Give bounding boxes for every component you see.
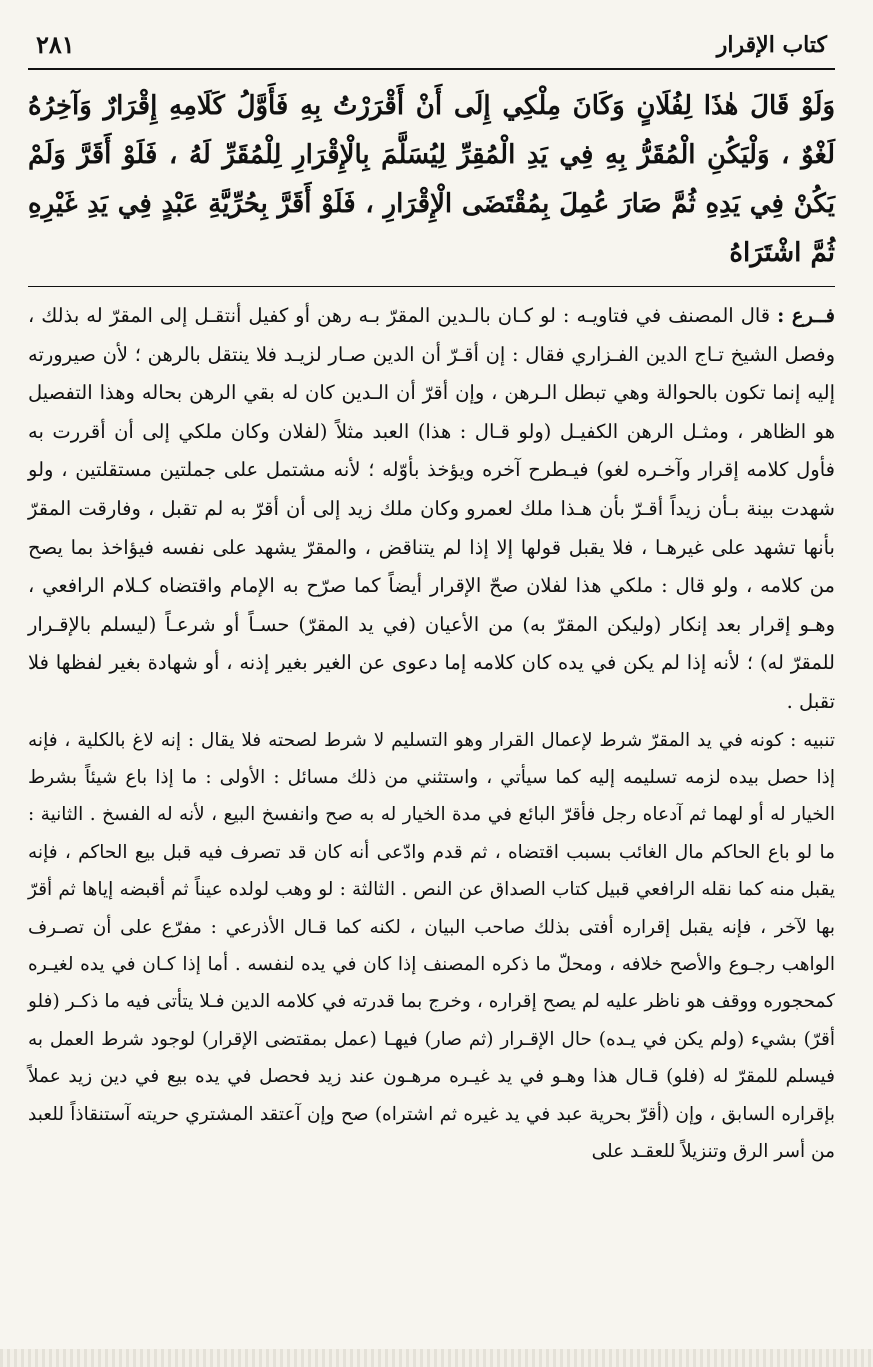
- page-number: ٢٨١: [36, 30, 75, 59]
- commentary-text: قال المصنف في فتاويـه : لو كـان بالـدين المقرّ بـه رهن أو كفيل أنتقـل إلى المقرّ له بذلك ، وفصل الشيخ تـاج الدين الفـزاري فقال : إن أقـرّ أن الدين صـار لزيـد فلا ينتقل بالرهن ؛ لأن صيرورته إليه إنما تكون بالحوالة وهي تبطل الـرهن ، وإن أقرّ أن الـدين كان له بقي الرهن بحاله وهذا التفصيل هو الظاهر ، ومثـل الرهن الكفيـل (ولو قـال : هذا) العبد مثلاً (لفلان وكان ملكي إلى أن أقررت به فأول كلامه إقرار وآخـره لغو) فيـطرح آخره ويؤخذ بأوّله ؛ لأنه مشتمل على جملتين مستقلتين ، ولو شهدت بينة بـأن زيداً أقـرّ بأن هـذا ملك لعمرو وكان ملك زيد إلى أن أقرّ به لم تقبل ، وفارقت المقرّ بأنها تشهد على غيرهـا ، فلا يقبل قولها إلا إذا لم يتناقض ، والمقرّ يشهد على نفسه فيؤاخذ بما يصح من كلامه ، ولو قال : ملكي هذا لفلان صحّ الإقرار أيضاً كما صرّح به الإمام واقتضاه كـلام الرافعي ، وهـو إقرار بعد إنكار (وليكن المقرّ به) من الأعيان (في يد المقرّ) حسـاً أو شرعـاً (ليسلم بالإقـرار للمقرّ له) ؛ لأنه إذا لم يكن في يده كان كلامه إما دعوى عن الغير بغير إذنه ، أو شهادة بغير لفظها فلا تقبل .: [28, 304, 835, 713]
- matn-paragraph: وَلَوْ قَالَ هٰذَا لِفُلَانٍ وَكَانَ مِلْكِي إِلَى أَنْ أَقْرَرْتُ بِهِ فَأَوَّلُ كَلَامِهِ إِقْرَارٌ وَآخِرُهُ لَغْوٌ ، وَلْيَكُنِ الْمُقَرُّ بِهِ فِي يَدِ الْمُقِرِّ لِيُسَلَّمَ بِالْإِقْرَارِ لِلْمُقَرِّ لَهُ ، فَلَوْ أَقَرَّ وَلَمْ يَكُنْ فِي يَدِهِ ثُمَّ صَارَ عُمِلَ بِمُقْتَضَى الْإِقْرَارِ ، فَلَوْ أَقَرَّ بِحُرِّيَّةِ عَبْدٍ فِي يَدِ غَيْرِهِ ثُمَّ اشْتَرَاهُ: [28, 91, 835, 268]
- book-title: كتاب الإقرار: [716, 32, 827, 58]
- page-bottom-edge: [0, 1349, 873, 1367]
- commentary-paragraph: [28, 297, 835, 722]
- commentary-block: [28, 297, 835, 722]
- note-paragraph: تنبيه : كونه في يد المقرّ شرط لإعمال القرار وهو التسليم لا شرط لصحته فلا يقال : إنه لاغ بالكلية ، فإنه إذا حصل بيده لزمه تسليمه إليه كما سيأتي ، واستثني من ذلك مسائل : الأولى : ما إذا باع شيئاً بشرط الخيار له أو لهما ثم آدعاه رجل فأقرّ البائع في مدة الخيار له به صح وانفسخ البيع ، لأنه له الفسخ . الثانية : ما لو باع الحاكم مال الغائب بسبب اقتضاه ، ثم قدم وادّعى أنه كان قد تصرف فيه قبل بيع الحاكم ، فإنه يقبل منه كما نقله الرافعي قبيل كتاب الصداق عن النص . الثالثة : لو وهب لولده عيناً ثم أقبضه إياها ثم أقرّ بها لآخر ، فإنه يقبل إقراره أفتى بذلك صاحب البيان ، لكنه كما قـال الأذرعي : مفرّع على أن تصـرف الواهب رجـوع والأصح خلافه ، ومحلّ ما ذكره المصنف إذا كان في يده لنفسه . أما إذا كـان في يده لغيـره كمحجوره ووقف هو ناظر عليه لم يصح إقراره ، وخرج بما قدرته في كلامه الدين فـلا يتأتى فيه ما ذكـر (فلو أقرّ) بشيء (ولم يكن في يـده) حال الإقـرار (ثم صار) فيهـا (عمل بمقتضى الإقرار) لوجود شرط العمل به فيسلم للمقرّ له (فلو) قـال هذا وهـو في يد غيـره مرهـون عند زيد فحصل في يده بيع في دين زيد عملاً بإقراره السابق ، وإن (أقرّ بحرية عبد في يد غيره ثم اشتراه) صح وإن آعتقد المشتري حريته آستنقاذاً للعبد من أسر الرق وتنزيلاً للعقـد على: [28, 729, 835, 1162]
- note-block: [28, 722, 835, 1171]
- matn-text-block: [28, 82, 835, 287]
- running-head: [28, 26, 835, 70]
- far-heading: فــرع :: [777, 304, 835, 327]
